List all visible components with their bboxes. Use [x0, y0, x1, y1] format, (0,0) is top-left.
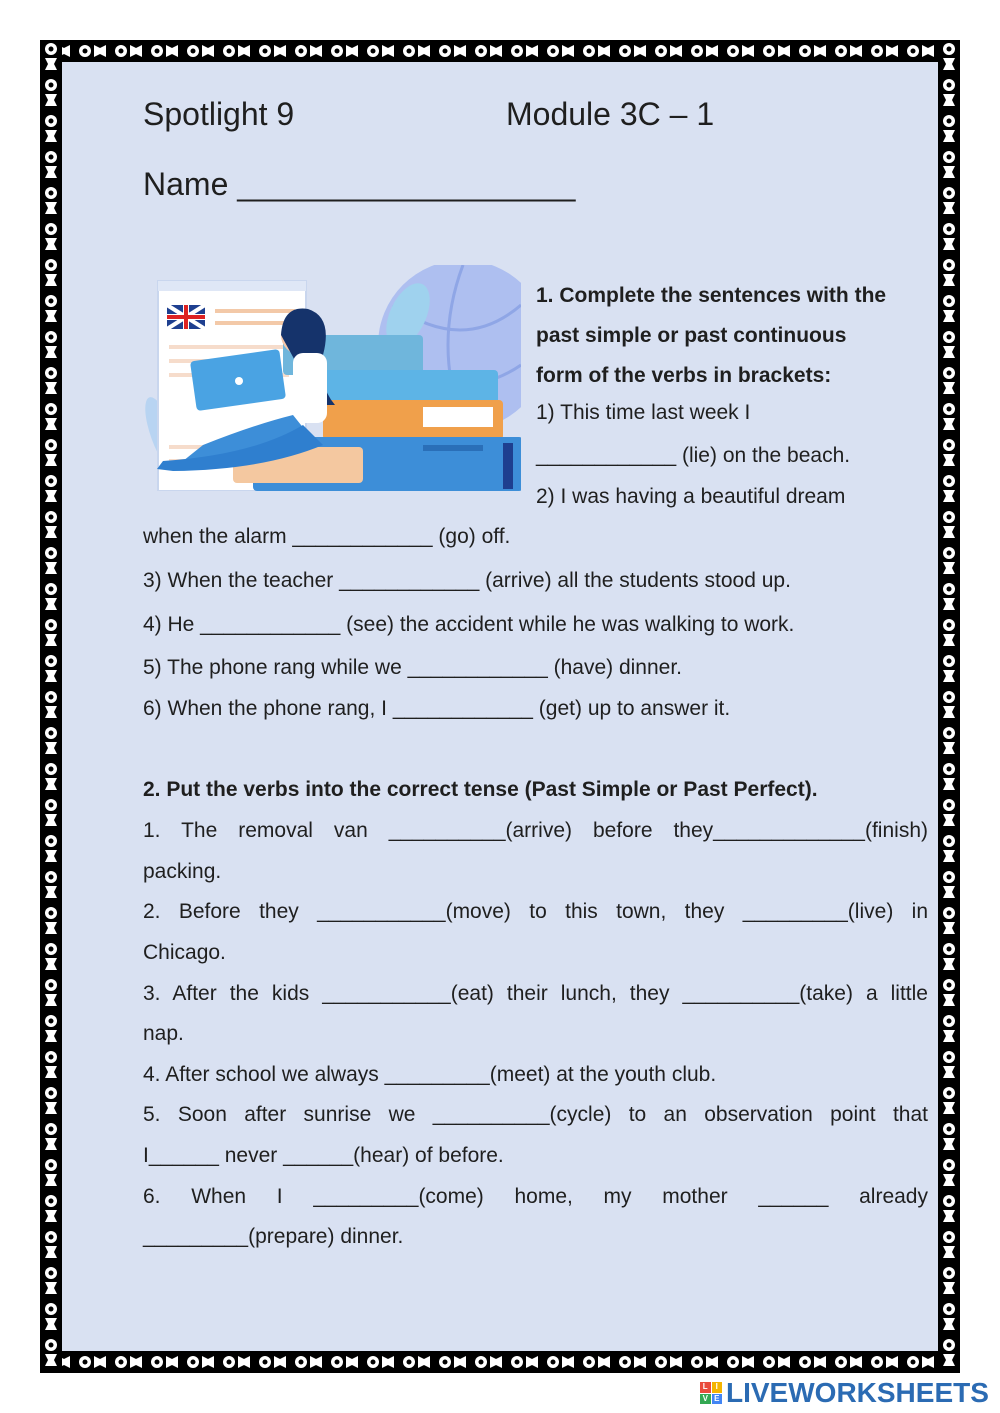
- task1-sentence: 1) This time last week I: [536, 401, 751, 424]
- task2-sentence: packing.: [143, 860, 222, 883]
- logo-badge-letter: E: [712, 1394, 723, 1405]
- logo-badge-letter: V: [700, 1394, 711, 1405]
- decorative-border-bottom: [40, 1351, 960, 1373]
- uk-flag-icon: [167, 305, 205, 329]
- module-label: Module 3C – 1: [506, 96, 715, 132]
- liveworksheets-logo[interactable]: [700, 1378, 989, 1408]
- task2-sentence[interactable]: 4. After school we always _________(meet) at the youth club.: [143, 1063, 717, 1086]
- task1-sentence[interactable]: 4) He ____________ (see) the accident while he was walking to work.: [143, 613, 795, 636]
- task1-sentence[interactable]: 3) When the teacher ____________ (arrive) all the students stood up.: [143, 569, 791, 592]
- worksheet-title: Spotlight 9: [143, 96, 295, 132]
- logo-badge-letter: I: [712, 1382, 723, 1393]
- task2-sentence: Chicago.: [143, 941, 226, 964]
- task2-sentence[interactable]: 1. The removal van __________(arrive) before they_____________(finish): [143, 819, 928, 842]
- task1-heading-line: 1. Complete the sentences with the: [536, 284, 887, 307]
- task2-sentence: nap.: [143, 1022, 184, 1045]
- task2-sentence[interactable]: 5. Soon after sunrise we __________(cycle) to an observation point that: [143, 1103, 928, 1126]
- task2-sentence[interactable]: 6. When I _________(come) home, my mother ______ already: [143, 1185, 928, 1208]
- task2-sentence[interactable]: 2. Before they ___________(move) to this town, they _________(live) in: [143, 900, 928, 923]
- task2-heading: 2. Put the verbs into the correct tense (Past Simple or Past Perfect).: [143, 778, 818, 801]
- liveworksheets-logo-text: LIVEWORKSHEETS: [726, 1377, 989, 1408]
- liveworksheets-badge-icon: [700, 1382, 722, 1404]
- task2-sentence[interactable]: _________(prepare) dinner.: [143, 1225, 404, 1248]
- logo-badge-letter: L: [700, 1382, 711, 1393]
- decorative-border-right: [938, 40, 960, 1373]
- task1-heading-line: form of the verbs in brackets:: [536, 364, 832, 387]
- task1-sentence[interactable]: 6) When the phone rang, I ____________ (get) up to answer it.: [143, 697, 731, 720]
- task1-heading-line: past simple or past continuous: [536, 324, 847, 347]
- student-with-laptop-illustration: [143, 265, 521, 491]
- task2-sentence[interactable]: 3. After the kids ___________(eat) their lunch, they __________(take) a little: [143, 982, 928, 1005]
- decorative-border-top: [40, 40, 960, 62]
- task2-sentence[interactable]: I______ never ______(hear) of before.: [143, 1144, 504, 1167]
- task1-sentence: 2) I was having a beautiful dream: [536, 485, 846, 508]
- task1-sentence[interactable]: ____________ (lie) on the beach.: [536, 444, 851, 467]
- decorative-border-left: [40, 40, 62, 1373]
- name-field[interactable]: Name ___________________: [143, 166, 576, 202]
- task1-sentence[interactable]: 5) The phone rang while we ____________ (have) dinner.: [143, 656, 683, 679]
- task1-sentence[interactable]: when the alarm ____________ (go) off.: [143, 525, 511, 548]
- task1-heading: [536, 276, 931, 396]
